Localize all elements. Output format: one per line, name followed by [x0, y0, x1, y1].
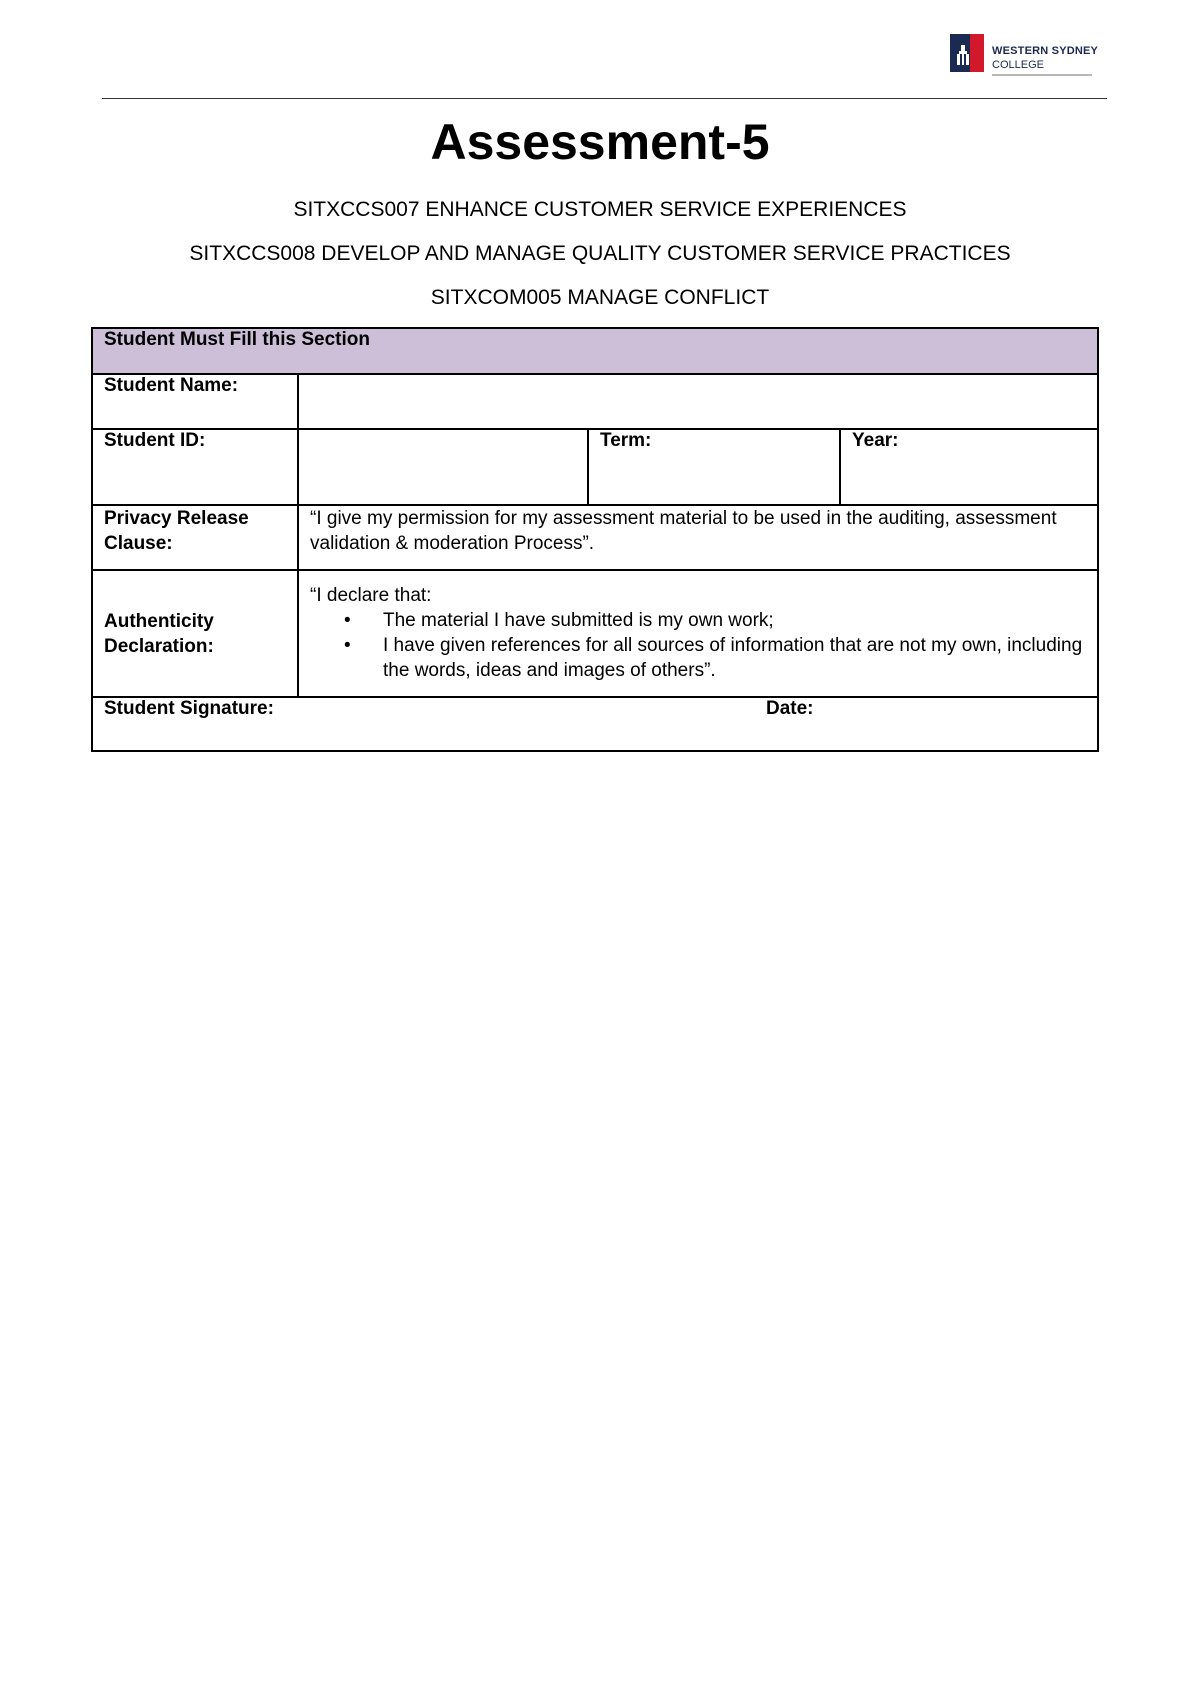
signature-row [92, 697, 1098, 751]
privacy-label-line1: Privacy Release [104, 508, 249, 529]
college-logo [950, 34, 1105, 82]
form-header: Student Must Fill this Section [92, 328, 1098, 374]
student-name-row [92, 374, 1098, 429]
student-name-field[interactable] [298, 374, 1098, 429]
signature-label: Student Signature: [104, 698, 274, 719]
college-name-line2: COLLEGE [992, 59, 1044, 71]
term-label: Term: [600, 430, 652, 451]
signature-field[interactable] [92, 697, 1098, 751]
college-crest-icon [950, 34, 984, 72]
page-title: Assessment-5 [430, 114, 770, 170]
privacy-label [92, 505, 298, 570]
form-header-row [92, 328, 1098, 374]
authenticity-label-line2: Declaration: [104, 635, 214, 657]
student-id-row [92, 429, 1098, 505]
unit-heading-1: SITXCCS007 ENHANCE CUSTOMER SERVICE EXPERIENCES [293, 198, 907, 221]
declaration-point-1: • The material I have submitted is my own work; [310, 608, 1086, 633]
privacy-row [92, 505, 1098, 570]
privacy-label-line2: Clause: [104, 533, 173, 554]
student-name-label: Student Name: [92, 374, 298, 429]
term-field[interactable] [588, 429, 840, 505]
authenticity-row [92, 570, 1098, 697]
date-label: Date: [766, 698, 814, 719]
authenticity-intro: “I declare that: [310, 585, 432, 606]
declaration-list [310, 608, 1086, 683]
unit-heading-2: SITXCCS008 DEVELOP AND MANAGE QUALITY CUSTOMER SERVICE PRACTICES [189, 242, 1011, 265]
year-field[interactable] [840, 429, 1098, 505]
student-details-form [91, 327, 1099, 752]
student-id-field[interactable] [298, 429, 588, 505]
authenticity-label-line1: Authenticity [104, 610, 214, 632]
declaration-point-2: • I have given references for all sources of information that are not my own, including the words, ideas and images of others”. [310, 633, 1086, 683]
header-divider [102, 98, 1107, 99]
authenticity-label [92, 570, 298, 697]
privacy-text: “I give my permission for my assessment material to be used in the auditing, assessment validation & moderation Process”. [298, 505, 1098, 570]
tower-icon [957, 45, 969, 65]
unit-heading-3: SITXCOM005 MANAGE CONFLICT [430, 286, 770, 309]
year-label: Year: [852, 430, 899, 451]
college-name-line1: WESTERN SYDNEY [992, 45, 1099, 57]
authenticity-text [298, 570, 1098, 697]
student-id-label: Student ID: [92, 429, 298, 505]
logo-tagline-mark [992, 74, 1092, 76]
